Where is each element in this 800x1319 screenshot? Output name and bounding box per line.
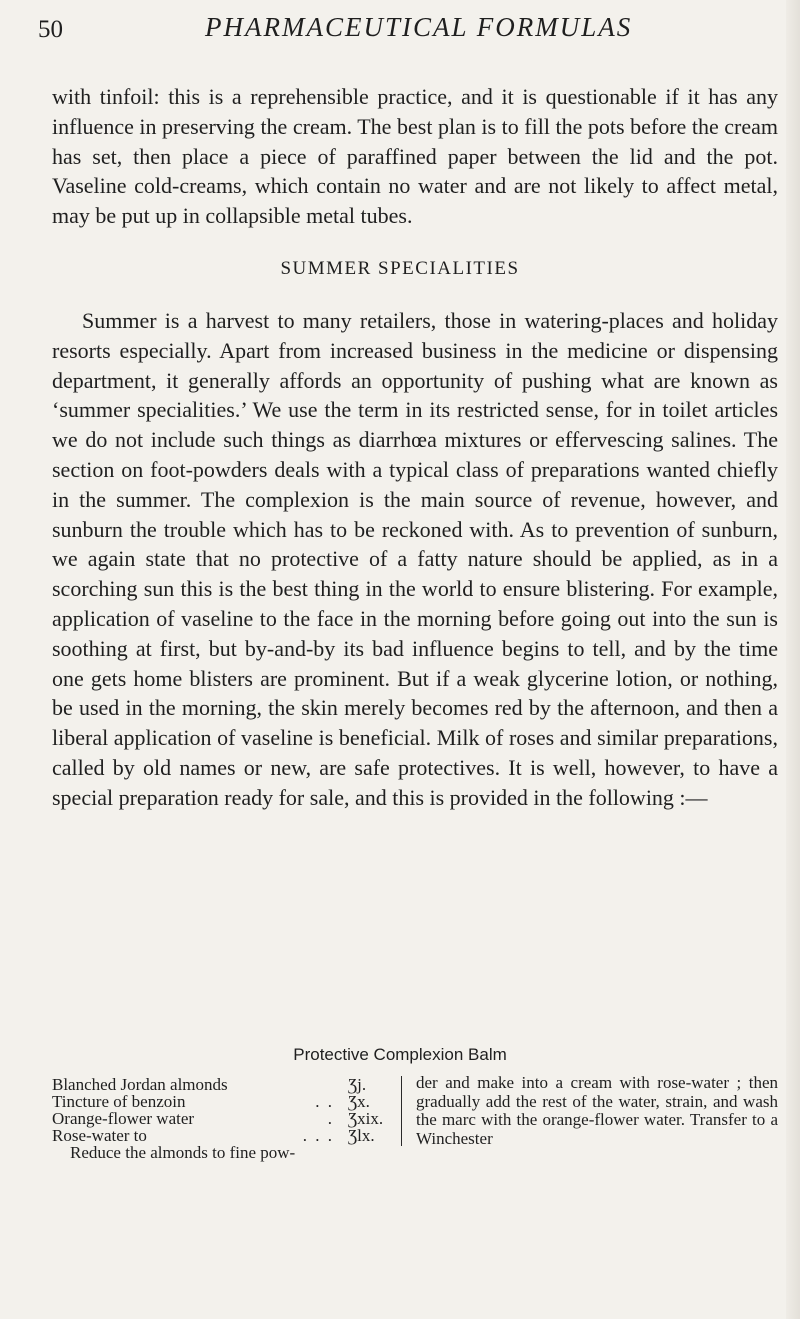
ingredient-name: Tincture of benzoin bbox=[52, 1092, 186, 1111]
section-title: SUMMER SPECIALITIES bbox=[280, 258, 520, 279]
ingredient-name: Orange-flower water bbox=[52, 1109, 195, 1128]
ingredient-name: Blanched Jordan almonds bbox=[52, 1075, 228, 1094]
summer-paragraph: Summer is a harvest to many retailers, those in watering-places and holiday resorts especially. Apart from increased business in the medicine or dispensing department, it generally affords an opportunity of pushing what are known as ‘summer specialities.’ We use the term in its restricted sense, for in toilet articles we do not include such things as diarrhœa mixtures or effervescing salines. The section on foot-powders deals with a typical class of preparations wanted chiefly in the summer. The complexion is the main source of revenue, however, and sunburn the trouble which has to be reckoned with. As to prevention of sunburn, we again state that no protective of a fatty nature should be applied, as in a scorching sun this is the best thing in the world to ensure blistering. For example, application of vaseline to the face in the morning before going out into the sun is soothing at first, but by-and-by its bad influence begins to tell, and by the time one gets home blisters are prominent. But if a weak glycerine lotion, or nothing, be used in the morning, the skin merely becomes red by the afternoon, and then a liberal application of vaseline is beneficial. Milk of roses and similar preparations, called by old names or new, are safe protectives. It is well, however, to have a special preparation ready for sale, and this is provided in the following :— bbox=[52, 308, 778, 810]
ingredient-leader: . . . bbox=[302, 1126, 334, 1145]
ingredient-quantity: Ʒj. bbox=[348, 1075, 367, 1094]
ingredient-leader bbox=[228, 1076, 348, 1093]
ingredient-quantity: Ʒlx. bbox=[348, 1126, 375, 1145]
ingredient-name: Rose-water to bbox=[52, 1126, 147, 1145]
ingredient-row bbox=[52, 1093, 388, 1110]
ingredient-list bbox=[52, 1076, 388, 1161]
ingredient-row bbox=[52, 1076, 388, 1093]
recipe-title: Protective Complexion Balm bbox=[293, 1045, 507, 1064]
ingredient-quantity: Ʒx. bbox=[348, 1092, 370, 1111]
ingredient-row bbox=[52, 1127, 388, 1144]
column-divider bbox=[401, 1076, 402, 1146]
page-edge bbox=[786, 0, 800, 1319]
ingredient-leader: . bbox=[327, 1109, 334, 1128]
ingredient-leader: . . bbox=[315, 1092, 334, 1111]
ingredient-row bbox=[52, 1110, 388, 1127]
ingredient-quantity: Ʒxix. bbox=[348, 1109, 384, 1128]
intro-paragraph: with tinfoil: this is a reprehensible practice, and it is questionable if it has any influence in preserving the cream. The best plan is to fill the pots before the cream has set, then place a piece of paraffined paper between the lid and the pot. Vaseline cold-creams, which contain no water and are not likely to affect metal, may be put up in collapsible metal tubes. bbox=[52, 84, 778, 229]
recipe-method-continued: der and make into a cream with rose-water ; then gradually add the rest of the water, strain, and wash the marc with the orange-flower water. Transfer to a Winchester bbox=[416, 1073, 778, 1148]
running-head: PHARMACEUTICAL FORMULAS bbox=[205, 12, 633, 42]
recipe-method-start: Reduce the almonds to fine pow- bbox=[70, 1143, 296, 1162]
page-number: 50 bbox=[38, 16, 63, 43]
